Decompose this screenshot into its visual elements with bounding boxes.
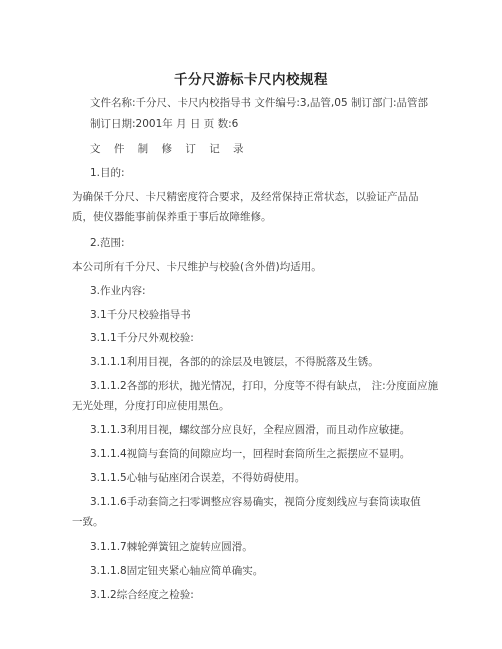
meta-line-1: 文件名称:千分尺、卡尺内校指导书 文件编号:3,品管,05 制订部门:品管部	[90, 97, 429, 109]
item-3-1-1-1: 3.1.1.1利用目视，各部的的涂层及电镀层，不得脱落及生锈。	[90, 356, 379, 368]
item-3-1-1-8: 3.1.1.8固定钮夹紧心轴应简单确实。	[90, 565, 264, 577]
section-1-heading: 1.目的:	[90, 167, 125, 179]
item-3-1-1-4: 3.1.1.4视筒与套筒的间隙应均一，回程时套筒所生之振摆应不显明。	[90, 448, 411, 460]
subsection-3-1-2: 3.1.2综合经度之检验:	[90, 589, 194, 601]
item-3-1-1-2-line-2: 无光处理，分度打印应使用黑色。	[72, 400, 230, 412]
section-1-body-line-1: 为确保千分尺、卡尺精密度符合要求，及经常保持正常状态，以验证产品品	[72, 191, 419, 203]
section-1-body-line-2: 质，使仪器能事前保养重于事后故障维修。	[72, 211, 272, 223]
section-3-heading: 3.作业内容:	[90, 285, 146, 297]
item-3-1-1-5: 3.1.1.5心轴与砧座闭合误差，不得妨碍使用。	[90, 472, 306, 484]
subsection-3-1: 3.1千分尺校验指导书	[90, 309, 191, 321]
item-3-1-1-3: 3.1.1.3利用目视，螺纹部分应良好，全程应圆滑，而且动作应敏捷。	[90, 424, 411, 436]
revision-record-heading: 文 件 制 修 订 记 录	[90, 143, 249, 155]
item-3-1-1-6-line-2: 一致。	[72, 516, 104, 528]
section-2-heading: 2.范围:	[90, 237, 125, 249]
section-2-body: 本公司所有千分尺、卡尺维护与校验(含外借)均适用。	[72, 261, 322, 273]
item-3-1-1-7: 3.1.1.7棘轮弹簧钮之旋转应圆滑。	[90, 541, 253, 553]
item-3-1-1-2-line-1: 3.1.1.2各部的形状，抛光情况，打印，分度等不得有缺点， 注:分度面应施	[90, 380, 439, 392]
item-3-1-1-6-line-1: 3.1.1.6手动套筒之扫零调整应容易确实，视筒分度刻线应与套筒读取值	[90, 496, 421, 508]
subsection-3-1-1: 3.1.1千分尺外观校验:	[90, 332, 194, 344]
meta-line-2: 制订日期:2001年 月 日 页 数:6	[90, 118, 239, 130]
document-title: 千分尺游标卡尺内校规程	[174, 72, 328, 88]
